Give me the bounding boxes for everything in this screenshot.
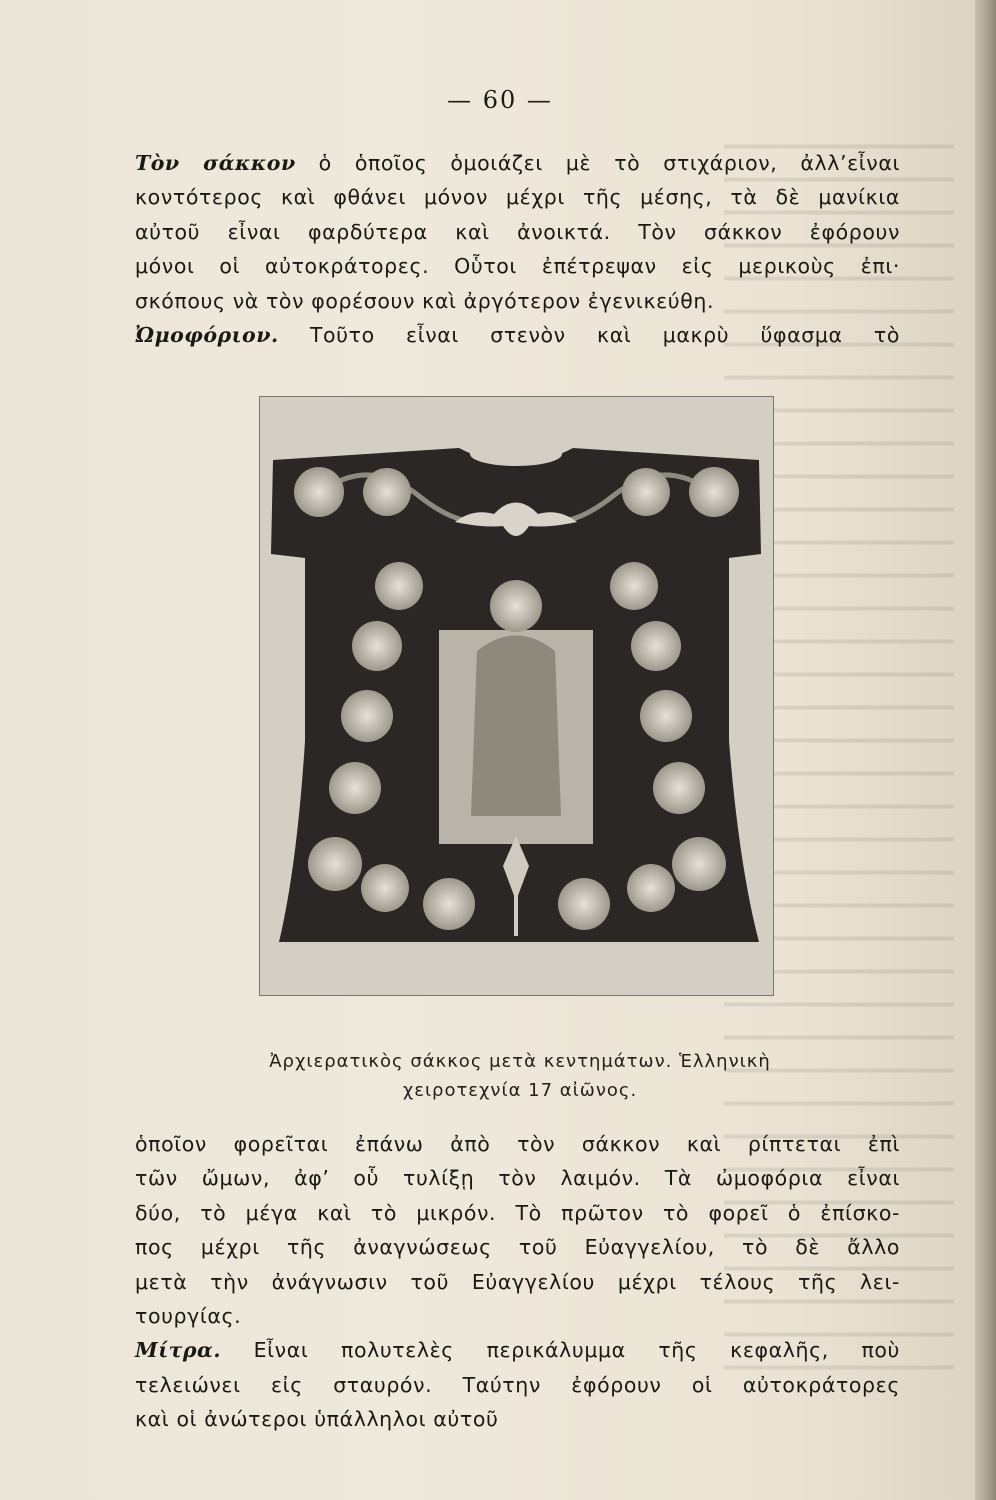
text-line [135,146,900,180]
book-spine-edge [975,0,996,1500]
term-mitra: Μίτρα. [135,1338,221,1363]
term-sakkos: Τὸν σάκκον [135,151,296,175]
vestment-illustration [259,396,774,996]
text-fragment: Εἶναι πολυτελὲς περικάλυμμα τῆς κεφαλῆς, ποὺ [220,1338,900,1363]
text-fragment: ὁ ὁποῖος ὁμοιάζει μὲ τὸ στιχάριον, ἀλλ’εἶναι [295,151,900,175]
text-line: ὁποῖον φορεῖται ἐπάνω ἀπὸ τὸν σάκκον καὶ ρίπτεται ἐπὶ [135,1132,900,1156]
sakkos-photograph [259,396,774,996]
text-line [135,1333,900,1367]
page-number: — 60 — [447,86,553,114]
top-paragraph [135,146,900,352]
text-line: πος μέχρι τῆς ἀναγνώσεως τοῦ Εὐαγγελίου, τὸ δὲ ἄλλο [135,1235,900,1260]
text-line: κοντότερος καὶ φθάνει μόνον μέχρι τῆς μέσης, τὰ δὲ μανίκια [135,185,900,210]
bottom-paragraph [135,1127,900,1437]
text-line: δύο, τὸ μέγα καὶ τὸ μικρόν. Τὸ πρῶτον τὸ φορεῖ ὁ ἐπίσκο- [135,1200,900,1225]
text-line: σκόπους νὰ τὸν φορέσουν καὶ ἀργότερον ἐγενικεύθη. [135,288,715,313]
text-line: μόνοι οἱ αὐτοκράτορες. Οὗτοι ἐπέτρεψαν εἰς μερικοὺς ἐπι· [135,254,900,279]
term-omophorion: Ὠμοφόριον. [135,322,279,347]
text-line: τελειώνει εἰς σταυρόν. Ταύτην ἐφόρουν οἱ αὐτοκράτορες [135,1372,900,1397]
text-line: αὐτοῦ εἶναι φαρδύτερα καὶ ἀνοικτά. Τὸν σάκκον ἐφόρουν [135,219,900,244]
text-line: τουργίας. [135,1303,242,1328]
text-line: καὶ οἱ ἀνώτεροι ὑπάλληλοι αὐτοῦ [135,1407,499,1432]
text-line [135,318,900,352]
figure-caption-line-2: χειροτεχνία 17 αἰῶνος. [402,1080,638,1101]
text-line: μετὰ τὴν ἀνάγνωσιν τοῦ Εὐαγγελίου μέχρι τέλους τῆς λει- [135,1269,900,1294]
text-line: τῶν ὤμων, ἀφ’ οὗ τυλίξῃ τὸν λαιμόν. Τὰ ὠμοφόρια εἶναι [135,1166,900,1191]
figure-caption-line-1: Ἀρχιερατικὸς σάκκος μετὰ κεντημάτων. Ἑλληνικὴ [269,1051,771,1072]
text-fragment: Τοῦτο εἶναι στενὸν καὶ μακρὺ ὕφασμα τὸ [278,322,900,347]
